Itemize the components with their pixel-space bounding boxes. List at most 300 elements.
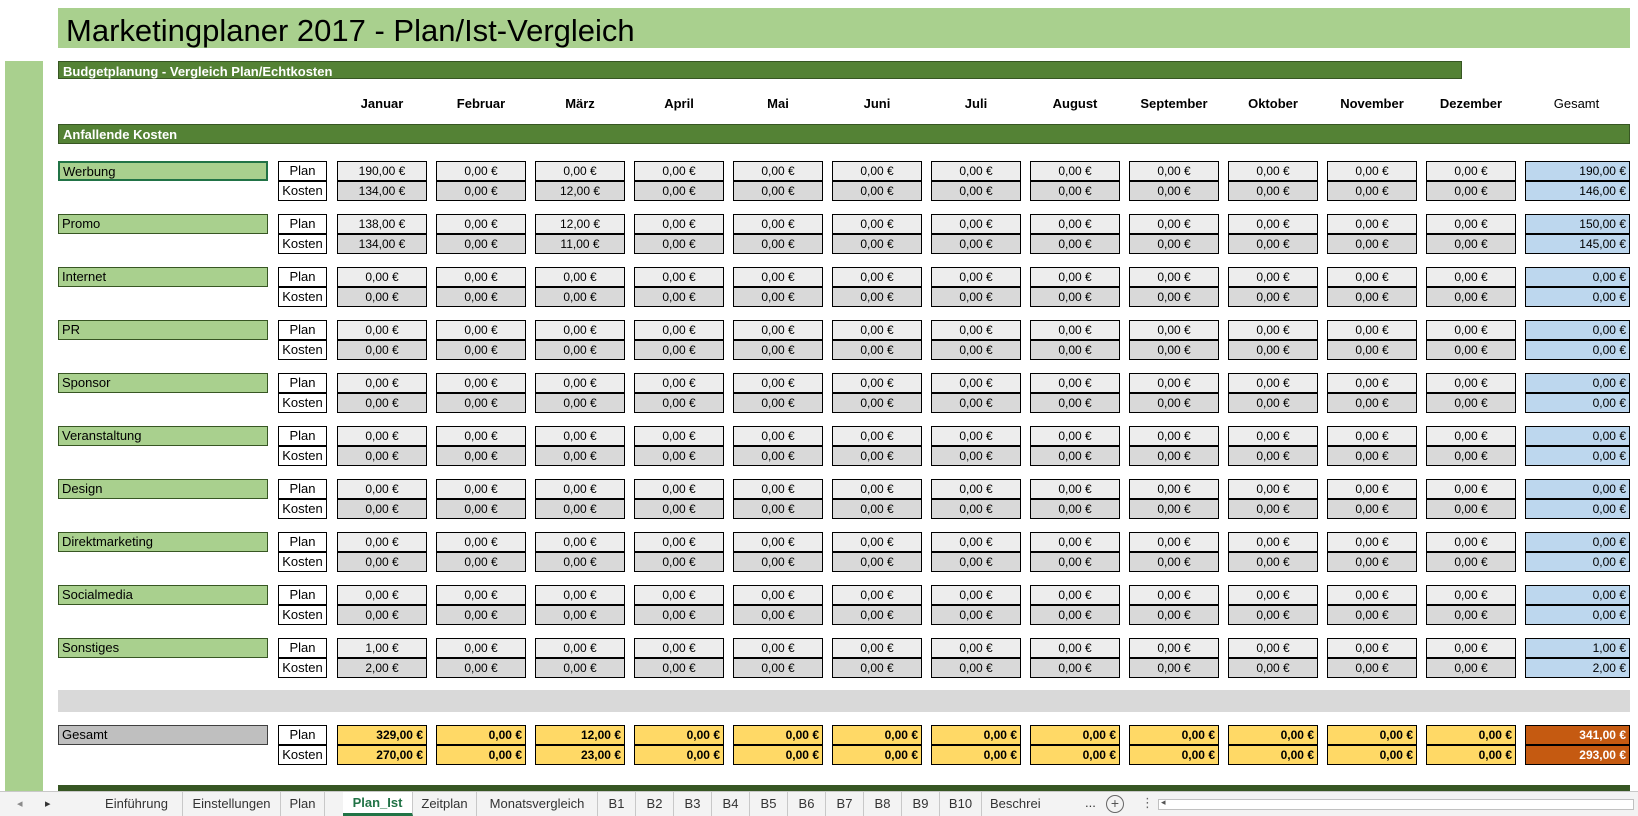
sheet-tab[interactable]: B1 xyxy=(598,792,636,816)
sheet-tab[interactable]: Zeitplan xyxy=(413,792,477,816)
cost-cell[interactable]: 0,00 € xyxy=(634,287,724,307)
cost-cell[interactable]: 0,00 € xyxy=(535,446,625,466)
cost-cell[interactable]: 0,00 € xyxy=(1327,658,1417,678)
plan-cell[interactable]: 0,00 € xyxy=(436,426,526,446)
plan-cell[interactable]: 1,00 € xyxy=(337,638,427,658)
plan-cell[interactable]: 0,00 € xyxy=(1228,479,1318,499)
category-label[interactable]: Promo xyxy=(58,214,268,234)
plan-cell[interactable]: 190,00 € xyxy=(337,161,427,181)
plan-cell[interactable]: 0,00 € xyxy=(1030,161,1120,181)
sheet-tab[interactable]: Plan_Ist xyxy=(343,792,413,816)
plan-cell[interactable]: 0,00 € xyxy=(1129,426,1219,446)
plan-cell[interactable]: 0,00 € xyxy=(832,320,922,340)
cost-cell[interactable]: 0,00 € xyxy=(832,446,922,466)
total-plan-cell[interactable]: 0,00 € xyxy=(1525,373,1630,393)
cost-cell[interactable]: 0,00 € xyxy=(436,605,526,625)
cost-cell[interactable]: 0,00 € xyxy=(634,499,724,519)
grand-cost-cell[interactable]: 0,00 € xyxy=(1426,745,1516,765)
cost-cell[interactable]: 0,00 € xyxy=(1129,552,1219,572)
cost-cell[interactable]: 0,00 € xyxy=(1030,287,1120,307)
cost-cell[interactable]: 0,00 € xyxy=(931,446,1021,466)
plan-cell[interactable]: 0,00 € xyxy=(1129,267,1219,287)
plan-cell[interactable]: 0,00 € xyxy=(436,214,526,234)
cost-cell[interactable]: 0,00 € xyxy=(1129,446,1219,466)
plan-cell[interactable]: 0,00 € xyxy=(931,214,1021,234)
cost-cell[interactable]: 0,00 € xyxy=(1129,499,1219,519)
plan-cell[interactable]: 0,00 € xyxy=(1030,267,1120,287)
plan-cell[interactable]: 0,00 € xyxy=(436,320,526,340)
cost-cell[interactable]: 0,00 € xyxy=(931,393,1021,413)
grand-cost-cell[interactable]: 0,00 € xyxy=(832,745,922,765)
cost-cell[interactable]: 0,00 € xyxy=(733,552,823,572)
grand-plan-cell[interactable]: 0,00 € xyxy=(436,725,526,745)
plan-cell[interactable]: 0,00 € xyxy=(634,373,724,393)
cost-cell[interactable]: 0,00 € xyxy=(1327,340,1417,360)
plan-cell[interactable]: 0,00 € xyxy=(1426,214,1516,234)
cost-cell[interactable]: 0,00 € xyxy=(832,340,922,360)
cost-cell[interactable]: 0,00 € xyxy=(931,552,1021,572)
total-cost-cell[interactable]: 0,00 € xyxy=(1525,393,1630,413)
plan-cell[interactable]: 0,00 € xyxy=(733,532,823,552)
category-label[interactable]: Sonstiges xyxy=(58,638,268,658)
plan-cell[interactable]: 0,00 € xyxy=(436,267,526,287)
cost-cell[interactable]: 0,00 € xyxy=(1426,658,1516,678)
grand-total-plan-cell[interactable]: 341,00 € xyxy=(1525,725,1630,745)
plan-cell[interactable]: 0,00 € xyxy=(337,479,427,499)
plan-cell[interactable]: 0,00 € xyxy=(1030,638,1120,658)
grand-plan-cell[interactable]: 0,00 € xyxy=(1327,725,1417,745)
cost-cell[interactable]: 0,00 € xyxy=(436,340,526,360)
plan-cell[interactable]: 0,00 € xyxy=(733,479,823,499)
cost-cell[interactable]: 0,00 € xyxy=(1426,181,1516,201)
plan-cell[interactable]: 0,00 € xyxy=(436,638,526,658)
sheet-tab[interactable]: Plan xyxy=(281,792,325,816)
grand-cost-cell[interactable]: 23,00 € xyxy=(535,745,625,765)
cost-cell[interactable]: 0,00 € xyxy=(337,605,427,625)
cost-cell[interactable]: 0,00 € xyxy=(1426,234,1516,254)
total-cost-cell[interactable]: 0,00 € xyxy=(1525,446,1630,466)
cost-cell[interactable]: 0,00 € xyxy=(832,499,922,519)
cost-cell[interactable]: 0,00 € xyxy=(634,181,724,201)
total-plan-cell[interactable]: 0,00 € xyxy=(1525,426,1630,446)
total-plan-cell[interactable]: 0,00 € xyxy=(1525,267,1630,287)
plan-cell[interactable]: 0,00 € xyxy=(535,532,625,552)
plan-cell[interactable]: 0,00 € xyxy=(535,161,625,181)
cost-cell[interactable]: 2,00 € xyxy=(337,658,427,678)
plan-cell[interactable]: 0,00 € xyxy=(832,426,922,446)
cost-cell[interactable]: 0,00 € xyxy=(733,181,823,201)
cost-cell[interactable]: 134,00 € xyxy=(337,234,427,254)
cost-cell[interactable]: 0,00 € xyxy=(1228,446,1318,466)
grand-cost-cell[interactable]: 0,00 € xyxy=(1030,745,1120,765)
plan-cell[interactable]: 0,00 € xyxy=(733,373,823,393)
plan-cell[interactable]: 0,00 € xyxy=(436,585,526,605)
category-label[interactable]: Werbung xyxy=(58,161,268,181)
plan-cell[interactable]: 0,00 € xyxy=(733,585,823,605)
cost-cell[interactable]: 0,00 € xyxy=(535,658,625,678)
cost-cell[interactable]: 0,00 € xyxy=(832,552,922,572)
plan-cell[interactable]: 0,00 € xyxy=(931,479,1021,499)
plan-cell[interactable]: 0,00 € xyxy=(1426,267,1516,287)
add-sheet-icon[interactable]: + xyxy=(1106,795,1124,813)
grand-cost-cell[interactable]: 270,00 € xyxy=(337,745,427,765)
cost-cell[interactable]: 0,00 € xyxy=(931,340,1021,360)
cost-cell[interactable]: 0,00 € xyxy=(931,287,1021,307)
grand-cost-cell[interactable]: 0,00 € xyxy=(634,745,724,765)
grand-cost-cell[interactable]: 0,00 € xyxy=(931,745,1021,765)
cost-cell[interactable]: 0,00 € xyxy=(337,287,427,307)
cost-cell[interactable]: 0,00 € xyxy=(1426,552,1516,572)
plan-cell[interactable]: 0,00 € xyxy=(1327,426,1417,446)
plan-cell[interactable]: 0,00 € xyxy=(1228,320,1318,340)
cost-cell[interactable]: 0,00 € xyxy=(436,234,526,254)
plan-cell[interactable]: 0,00 € xyxy=(1228,161,1318,181)
cost-cell[interactable]: 0,00 € xyxy=(1129,605,1219,625)
plan-cell[interactable]: 0,00 € xyxy=(832,161,922,181)
cost-cell[interactable]: 0,00 € xyxy=(1327,393,1417,413)
grand-plan-cell[interactable]: 0,00 € xyxy=(634,725,724,745)
grand-plan-cell[interactable]: 0,00 € xyxy=(832,725,922,745)
grand-cost-cell[interactable]: 0,00 € xyxy=(1129,745,1219,765)
cost-cell[interactable]: 0,00 € xyxy=(1228,181,1318,201)
plan-cell[interactable]: 0,00 € xyxy=(1426,532,1516,552)
plan-cell[interactable]: 0,00 € xyxy=(1129,161,1219,181)
cost-cell[interactable]: 0,00 € xyxy=(1426,340,1516,360)
cost-cell[interactable]: 0,00 € xyxy=(1030,234,1120,254)
total-plan-cell[interactable]: 150,00 € xyxy=(1525,214,1630,234)
cost-cell[interactable]: 0,00 € xyxy=(436,499,526,519)
grand-plan-cell[interactable]: 0,00 € xyxy=(1426,725,1516,745)
cost-cell[interactable]: 0,00 € xyxy=(832,181,922,201)
cost-cell[interactable]: 0,00 € xyxy=(1129,234,1219,254)
cost-cell[interactable]: 0,00 € xyxy=(1228,393,1318,413)
cost-cell[interactable]: 0,00 € xyxy=(1030,446,1120,466)
total-cost-cell[interactable]: 145,00 € xyxy=(1525,234,1630,254)
cost-cell[interactable]: 0,00 € xyxy=(931,181,1021,201)
plan-cell[interactable]: 0,00 € xyxy=(832,638,922,658)
sheet-tab[interactable]: Monatsvergleich xyxy=(477,792,598,816)
plan-cell[interactable]: 0,00 € xyxy=(1426,320,1516,340)
plan-cell[interactable]: 0,00 € xyxy=(1426,426,1516,446)
cost-cell[interactable]: 0,00 € xyxy=(733,446,823,466)
category-label[interactable]: Direktmarketing xyxy=(58,532,268,552)
cost-cell[interactable]: 0,00 € xyxy=(1030,499,1120,519)
total-cost-cell[interactable]: 0,00 € xyxy=(1525,552,1630,572)
cost-cell[interactable]: 12,00 € xyxy=(535,181,625,201)
cost-cell[interactable]: 0,00 € xyxy=(1228,552,1318,572)
cost-cell[interactable]: 0,00 € xyxy=(1327,287,1417,307)
cost-cell[interactable]: 0,00 € xyxy=(733,287,823,307)
sheet-tab[interactable]: Einführung xyxy=(91,792,183,816)
plan-cell[interactable]: 0,00 € xyxy=(1228,638,1318,658)
sheet-tab[interactable]: B5 xyxy=(750,792,788,816)
cost-cell[interactable]: 0,00 € xyxy=(634,340,724,360)
category-label[interactable]: Sponsor xyxy=(58,373,268,393)
plan-cell[interactable]: 0,00 € xyxy=(535,585,625,605)
plan-cell[interactable]: 0,00 € xyxy=(1426,638,1516,658)
cost-cell[interactable]: 0,00 € xyxy=(1129,393,1219,413)
cost-cell[interactable]: 0,00 € xyxy=(733,499,823,519)
cost-cell[interactable]: 0,00 € xyxy=(931,605,1021,625)
cost-cell[interactable]: 0,00 € xyxy=(634,658,724,678)
cost-cell[interactable]: 0,00 € xyxy=(337,340,427,360)
cost-cell[interactable]: 0,00 € xyxy=(1030,340,1120,360)
plan-cell[interactable]: 0,00 € xyxy=(1030,214,1120,234)
plan-cell[interactable]: 0,00 € xyxy=(634,479,724,499)
cost-cell[interactable]: 0,00 € xyxy=(733,393,823,413)
plan-cell[interactable]: 0,00 € xyxy=(436,161,526,181)
plan-cell[interactable]: 0,00 € xyxy=(931,267,1021,287)
category-label[interactable]: Internet xyxy=(58,267,268,287)
plan-cell[interactable]: 0,00 € xyxy=(337,267,427,287)
plan-cell[interactable]: 12,00 € xyxy=(535,214,625,234)
cost-cell[interactable]: 0,00 € xyxy=(634,446,724,466)
cost-cell[interactable]: 0,00 € xyxy=(1228,499,1318,519)
cost-cell[interactable]: 0,00 € xyxy=(535,287,625,307)
cost-cell[interactable]: 0,00 € xyxy=(1228,340,1318,360)
plan-cell[interactable]: 0,00 € xyxy=(634,320,724,340)
sheet-tab[interactable]: B4 xyxy=(712,792,750,816)
plan-cell[interactable]: 0,00 € xyxy=(1327,638,1417,658)
cost-cell[interactable]: 0,00 € xyxy=(634,234,724,254)
plan-cell[interactable]: 0,00 € xyxy=(1129,585,1219,605)
cost-cell[interactable]: 0,00 € xyxy=(337,499,427,519)
cost-cell[interactable]: 0,00 € xyxy=(1228,658,1318,678)
grand-total-cost-cell[interactable]: 293,00 € xyxy=(1525,745,1630,765)
sheet-tab[interactable]: B9 xyxy=(902,792,940,816)
plan-cell[interactable]: 0,00 € xyxy=(733,320,823,340)
cost-cell[interactable]: 0,00 € xyxy=(1030,658,1120,678)
plan-cell[interactable]: 0,00 € xyxy=(535,479,625,499)
plan-cell[interactable]: 0,00 € xyxy=(634,638,724,658)
tab-overflow[interactable]: ... xyxy=(1085,795,1096,810)
grand-cost-cell[interactable]: 0,00 € xyxy=(733,745,823,765)
cost-cell[interactable]: 0,00 € xyxy=(634,552,724,572)
cost-cell[interactable]: 0,00 € xyxy=(1426,287,1516,307)
plan-cell[interactable]: 0,00 € xyxy=(1327,585,1417,605)
cost-cell[interactable]: 0,00 € xyxy=(733,658,823,678)
cost-cell[interactable]: 0,00 € xyxy=(634,605,724,625)
cost-cell[interactable]: 0,00 € xyxy=(1129,658,1219,678)
sheet-tab[interactable]: B10 xyxy=(940,792,982,816)
plan-cell[interactable]: 0,00 € xyxy=(1129,320,1219,340)
cost-cell[interactable]: 0,00 € xyxy=(337,552,427,572)
total-plan-cell[interactable]: 0,00 € xyxy=(1525,320,1630,340)
cost-cell[interactable]: 0,00 € xyxy=(535,605,625,625)
total-cost-cell[interactable]: 0,00 € xyxy=(1525,605,1630,625)
plan-cell[interactable]: 0,00 € xyxy=(1426,585,1516,605)
plan-cell[interactable]: 0,00 € xyxy=(535,267,625,287)
plan-cell[interactable]: 0,00 € xyxy=(733,638,823,658)
plan-cell[interactable]: 0,00 € xyxy=(337,426,427,446)
plan-cell[interactable]: 0,00 € xyxy=(733,214,823,234)
cost-cell[interactable]: 0,00 € xyxy=(535,552,625,572)
plan-cell[interactable]: 0,00 € xyxy=(1129,373,1219,393)
scroll-right-icon[interactable]: ▸ xyxy=(45,798,51,810)
plan-cell[interactable]: 0,00 € xyxy=(1228,214,1318,234)
plan-cell[interactable]: 0,00 € xyxy=(535,426,625,446)
grand-cost-cell[interactable]: 0,00 € xyxy=(1228,745,1318,765)
plan-cell[interactable]: 0,00 € xyxy=(634,267,724,287)
cost-cell[interactable]: 0,00 € xyxy=(1426,605,1516,625)
cost-cell[interactable]: 0,00 € xyxy=(832,605,922,625)
cost-cell[interactable]: 0,00 € xyxy=(1228,287,1318,307)
cost-cell[interactable]: 0,00 € xyxy=(1426,446,1516,466)
plan-cell[interactable]: 0,00 € xyxy=(535,373,625,393)
total-plan-cell[interactable]: 190,00 € xyxy=(1525,161,1630,181)
plan-cell[interactable]: 0,00 € xyxy=(832,585,922,605)
plan-cell[interactable]: 0,00 € xyxy=(436,479,526,499)
cost-cell[interactable]: 0,00 € xyxy=(832,393,922,413)
plan-cell[interactable]: 0,00 € xyxy=(1030,373,1120,393)
plan-cell[interactable]: 0,00 € xyxy=(733,267,823,287)
grand-plan-cell[interactable]: 0,00 € xyxy=(931,725,1021,745)
plan-cell[interactable]: 0,00 € xyxy=(1030,532,1120,552)
plan-cell[interactable]: 0,00 € xyxy=(931,320,1021,340)
plan-cell[interactable]: 0,00 € xyxy=(634,214,724,234)
cost-cell[interactable]: 0,00 € xyxy=(436,446,526,466)
cost-cell[interactable]: 0,00 € xyxy=(1030,605,1120,625)
cost-cell[interactable]: 0,00 € xyxy=(733,605,823,625)
cost-cell[interactable]: 0,00 € xyxy=(1327,605,1417,625)
plan-cell[interactable]: 0,00 € xyxy=(1129,214,1219,234)
plan-cell[interactable]: 0,00 € xyxy=(1426,479,1516,499)
plan-cell[interactable]: 0,00 € xyxy=(931,161,1021,181)
cost-cell[interactable]: 0,00 € xyxy=(436,658,526,678)
plan-cell[interactable]: 0,00 € xyxy=(832,267,922,287)
plan-cell[interactable]: 0,00 € xyxy=(832,373,922,393)
plan-cell[interactable]: 0,00 € xyxy=(436,532,526,552)
sheet-tab[interactable]: Einstellungen xyxy=(183,792,281,816)
cost-cell[interactable]: 0,00 € xyxy=(832,234,922,254)
plan-cell[interactable]: 0,00 € xyxy=(832,214,922,234)
plan-cell[interactable]: 0,00 € xyxy=(1327,373,1417,393)
sheet-tab[interactable]: B8 xyxy=(864,792,902,816)
plan-cell[interactable]: 0,00 € xyxy=(535,320,625,340)
category-label[interactable]: Design xyxy=(58,479,268,499)
plan-cell[interactable]: 0,00 € xyxy=(1228,585,1318,605)
plan-cell[interactable]: 0,00 € xyxy=(1426,373,1516,393)
plan-cell[interactable]: 0,00 € xyxy=(337,585,427,605)
plan-cell[interactable]: 0,00 € xyxy=(1228,426,1318,446)
grand-plan-cell[interactable]: 0,00 € xyxy=(1228,725,1318,745)
grand-cost-cell[interactable]: 0,00 € xyxy=(1327,745,1417,765)
options-icon[interactable]: ⋮ xyxy=(1141,795,1154,810)
cost-cell[interactable]: 0,00 € xyxy=(931,658,1021,678)
grand-plan-cell[interactable]: 329,00 € xyxy=(337,725,427,745)
total-plan-cell[interactable]: 1,00 € xyxy=(1525,638,1630,658)
cost-cell[interactable]: 0,00 € xyxy=(1327,234,1417,254)
cost-cell[interactable]: 0,00 € xyxy=(1327,552,1417,572)
grand-plan-cell[interactable]: 0,00 € xyxy=(1129,725,1219,745)
plan-cell[interactable]: 0,00 € xyxy=(1030,479,1120,499)
grand-total-label[interactable]: Gesamt xyxy=(58,725,268,745)
cost-cell[interactable]: 0,00 € xyxy=(1228,605,1318,625)
category-label[interactable]: Veranstaltung xyxy=(58,426,268,446)
cost-cell[interactable]: 0,00 € xyxy=(832,658,922,678)
cost-cell[interactable]: 0,00 € xyxy=(832,287,922,307)
plan-cell[interactable]: 0,00 € xyxy=(1030,320,1120,340)
cost-cell[interactable]: 0,00 € xyxy=(1327,181,1417,201)
plan-cell[interactable]: 0,00 € xyxy=(832,479,922,499)
plan-cell[interactable]: 0,00 € xyxy=(832,532,922,552)
plan-cell[interactable]: 0,00 € xyxy=(931,532,1021,552)
sheet-tab[interactable]: B6 xyxy=(788,792,826,816)
cost-cell[interactable]: 134,00 € xyxy=(337,181,427,201)
cost-cell[interactable]: 0,00 € xyxy=(436,287,526,307)
total-cost-cell[interactable]: 0,00 € xyxy=(1525,287,1630,307)
sheet-tab[interactable]: B3 xyxy=(674,792,712,816)
cost-cell[interactable]: 0,00 € xyxy=(436,552,526,572)
cost-cell[interactable]: 0,00 € xyxy=(535,340,625,360)
cost-cell[interactable]: 0,00 € xyxy=(436,393,526,413)
cost-cell[interactable]: 0,00 € xyxy=(1129,181,1219,201)
grand-cost-cell[interactable]: 0,00 € xyxy=(436,745,526,765)
plan-cell[interactable]: 0,00 € xyxy=(1327,214,1417,234)
cost-cell[interactable]: 0,00 € xyxy=(733,234,823,254)
plan-cell[interactable]: 0,00 € xyxy=(1228,532,1318,552)
plan-cell[interactable]: 0,00 € xyxy=(1327,479,1417,499)
plan-cell[interactable]: 0,00 € xyxy=(1129,479,1219,499)
cost-cell[interactable]: 0,00 € xyxy=(337,393,427,413)
plan-cell[interactable]: 0,00 € xyxy=(1228,373,1318,393)
grand-plan-cell[interactable]: 0,00 € xyxy=(1030,725,1120,745)
cost-cell[interactable]: 0,00 € xyxy=(1327,499,1417,519)
plan-cell[interactable]: 0,00 € xyxy=(1327,267,1417,287)
cost-cell[interactable]: 0,00 € xyxy=(634,393,724,413)
cost-cell[interactable]: 0,00 € xyxy=(1426,393,1516,413)
cost-cell[interactable]: 0,00 € xyxy=(1129,340,1219,360)
cost-cell[interactable]: 0,00 € xyxy=(1030,552,1120,572)
plan-cell[interactable]: 0,00 € xyxy=(733,161,823,181)
plan-cell[interactable]: 0,00 € xyxy=(634,426,724,446)
cost-cell[interactable]: 0,00 € xyxy=(733,340,823,360)
plan-cell[interactable]: 0,00 € xyxy=(931,638,1021,658)
plan-cell[interactable]: 0,00 € xyxy=(1327,161,1417,181)
cost-cell[interactable]: 0,00 € xyxy=(436,181,526,201)
grand-plan-cell[interactable]: 12,00 € xyxy=(535,725,625,745)
plan-cell[interactable]: 0,00 € xyxy=(337,373,427,393)
plan-cell[interactable]: 0,00 € xyxy=(1129,638,1219,658)
total-plan-cell[interactable]: 0,00 € xyxy=(1525,585,1630,605)
cost-cell[interactable]: 0,00 € xyxy=(1030,393,1120,413)
cost-cell[interactable]: 0,00 € xyxy=(931,499,1021,519)
cost-cell[interactable]: 11,00 € xyxy=(535,234,625,254)
plan-cell[interactable]: 0,00 € xyxy=(931,426,1021,446)
plan-cell[interactable]: 0,00 € xyxy=(634,585,724,605)
cost-cell[interactable]: 0,00 € xyxy=(535,393,625,413)
total-cost-cell[interactable]: 0,00 € xyxy=(1525,340,1630,360)
total-cost-cell[interactable]: 146,00 € xyxy=(1525,181,1630,201)
scroll-left-small-icon[interactable]: ◂ xyxy=(1161,797,1166,807)
cost-cell[interactable]: 0,00 € xyxy=(1228,234,1318,254)
category-label[interactable]: Socialmedia xyxy=(58,585,268,605)
category-label[interactable]: PR xyxy=(58,320,268,340)
plan-cell[interactable]: 0,00 € xyxy=(931,585,1021,605)
cost-cell[interactable]: 0,00 € xyxy=(1426,499,1516,519)
plan-cell[interactable]: 0,00 € xyxy=(1030,585,1120,605)
sheet-tab[interactable]: B7 xyxy=(826,792,864,816)
total-cost-cell[interactable]: 2,00 € xyxy=(1525,658,1630,678)
total-plan-cell[interactable]: 0,00 € xyxy=(1525,479,1630,499)
grand-plan-cell[interactable]: 0,00 € xyxy=(733,725,823,745)
cost-cell[interactable]: 0,00 € xyxy=(931,234,1021,254)
sheet-tab[interactable]: B2 xyxy=(636,792,674,816)
plan-cell[interactable]: 0,00 € xyxy=(733,426,823,446)
cost-cell[interactable]: 0,00 € xyxy=(337,446,427,466)
plan-cell[interactable]: 0,00 € xyxy=(1228,267,1318,287)
cost-cell[interactable]: 0,00 € xyxy=(1327,446,1417,466)
